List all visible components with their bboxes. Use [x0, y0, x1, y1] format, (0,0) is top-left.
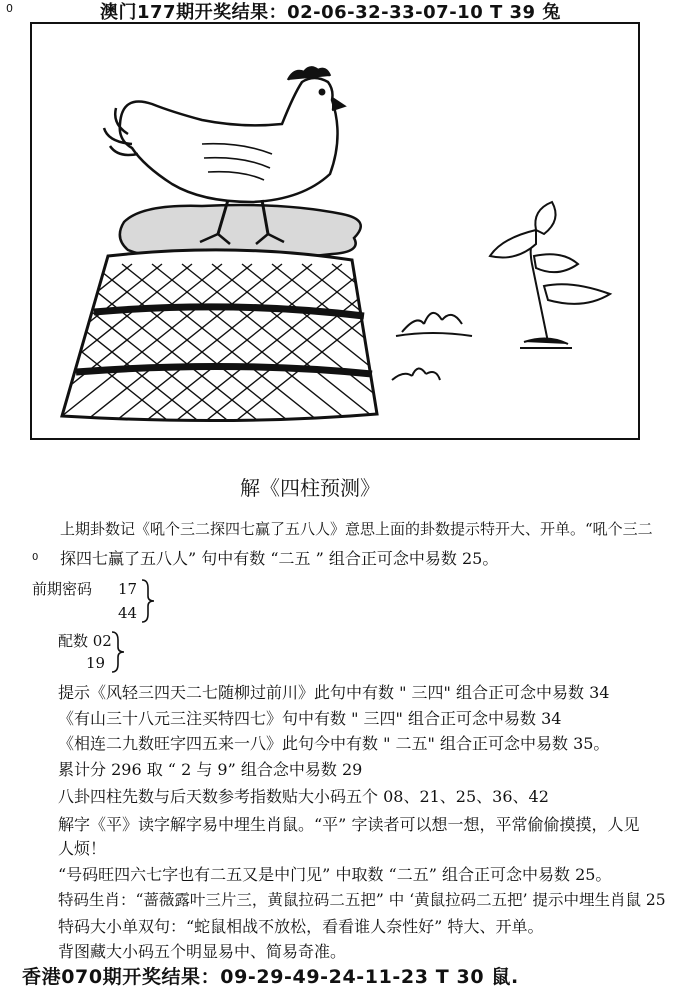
- body-line: 探四七赢了五八人” 句中有数 “二五 ” 组合正可念中易数 25。: [60, 549, 499, 568]
- body-line: 提示《风轻三四天二七随柳过前川》此句中有数 " 三四" 组合正可念中易数 34: [58, 683, 610, 702]
- net-basket-icon: [32, 250, 532, 424]
- macau-result-title: 澳门177期开奖结果：02-06-32-33-07-10 T 39 兔: [100, 2, 561, 23]
- body-line: 特码生肖：“蔷薇露叶三片三，黄鼠拉码二五把” 中 ‘黄鼠拉码二五把’ 提示中埋生肖鼠 25: [58, 891, 666, 909]
- body-line: 《有山三十八元三注买特四七》句中有数 " 三四" 组合正可念中易数 34: [58, 709, 562, 728]
- prev-code-number: 17: [118, 580, 138, 598]
- body-line: “号码旺四六七字也有二五又是中门见” 中取数 “二五” 组合正可念中易数 25。: [58, 865, 612, 884]
- grass-icon: [392, 313, 472, 380]
- body-line: 人烦！: [58, 839, 107, 858]
- body-line: 八卦四柱先数与后天数参考指数贴大小码五个 08、21、25、36、42: [58, 787, 549, 806]
- prev-code-label: 前期密码: [32, 580, 93, 598]
- illustration-svg: [32, 24, 638, 438]
- body-line: 背图藏大小码五个明显易中、简易奇准。: [58, 942, 347, 961]
- prev-code-number: 44: [118, 604, 138, 622]
- body-line: 解字《平》读字解字易中埋生肖鼠。“平” 字读者可以想一想，平常偷偷摸摸，人见: [58, 815, 640, 834]
- pair-number-label: 配数 02: [58, 632, 112, 650]
- hongkong-result-title: 香港070期开奖结果：09-29-49-24-11-23 T 30 鼠.: [22, 966, 519, 988]
- body-line: 累计分 296 取 “ 2 与 9” 组合念中易数 29: [58, 760, 363, 779]
- body-line: 《相连二九数旺字四五来一八》此句今中有数 " 二五" 组合正可念中易数 35。: [58, 734, 610, 753]
- illustration-frame: [30, 22, 640, 440]
- margin-mark: 0: [32, 552, 39, 563]
- brace-icon: [110, 630, 126, 674]
- brace-icon: [140, 578, 156, 624]
- body-line: 上期卦数记《吼个三二探四七赢了五八人》意思上面的卦数提示特开大、开单。“吼个三二: [60, 520, 653, 538]
- plant-icon: [490, 202, 610, 348]
- corner-mark: 0: [6, 2, 13, 15]
- body-line: 特码大小单双句：“蛇鼠相战不放松，看看谁人奈性好” 特大、开单。: [58, 917, 544, 936]
- section-title: 解《四柱预测》: [240, 476, 380, 500]
- pair-number: 19: [86, 654, 106, 672]
